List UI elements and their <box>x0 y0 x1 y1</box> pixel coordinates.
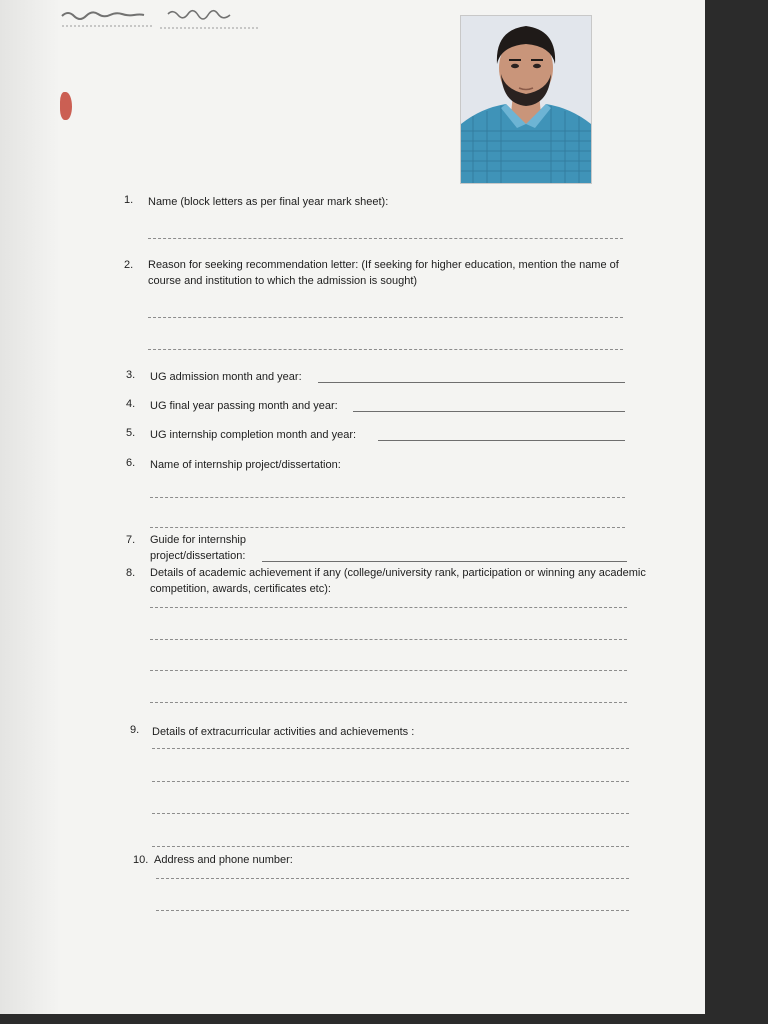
item-1-label: Name (block letters as per final year mark sheet): <box>148 196 389 208</box>
item-4-number: 4. <box>126 398 136 410</box>
item-7-blank[interactable] <box>262 561 627 562</box>
item-5-label: UG internship completion month and year: <box>150 429 357 441</box>
item-2-blank-2[interactable] <box>148 349 623 350</box>
item-10-label: Address and phone number: <box>154 854 293 866</box>
item-5-number: 5. <box>126 427 136 439</box>
passport-photo-icon <box>460 15 592 184</box>
item-8-label: Details of academic achievement if any (college/university rank, participation or winning any academic <box>150 567 646 579</box>
item-8-blank-4[interactable] <box>150 702 627 703</box>
item-7-number: 7. <box>126 534 136 546</box>
item-8-blank-2[interactable] <box>150 639 627 640</box>
item-7-label-cont: project/dissertation: <box>150 550 246 562</box>
item-1-number: 1. <box>124 194 134 206</box>
item-8-number: 8. <box>126 567 136 579</box>
item-8-blank-3[interactable] <box>150 670 627 671</box>
item-1-blank[interactable] <box>148 238 623 239</box>
item-6-blank-2[interactable] <box>150 527 625 528</box>
item-9-blank-4[interactable] <box>152 846 629 847</box>
item-2-blank-1[interactable] <box>148 317 623 318</box>
item-2-label: Reason for seeking recommendation letter: (If seeking for higher education, mention the name of <box>148 259 619 271</box>
item-9-number: 9. <box>130 724 140 736</box>
item-8-blank-1[interactable] <box>150 607 627 608</box>
item-9-blank-2[interactable] <box>152 781 629 782</box>
item-2-number: 2. <box>124 259 134 271</box>
item-6-label: Name of internship project/dissertation: <box>150 459 341 471</box>
item-4-blank[interactable] <box>353 411 625 412</box>
item-10-blank-2[interactable] <box>156 910 629 911</box>
item-8-label-cont: competition, awards, certificates etc): <box>150 583 331 595</box>
item-9-label: Details of extracurricular activities and achievements : <box>152 726 415 738</box>
item-6-number: 6. <box>126 457 136 469</box>
item-6-blank-1[interactable] <box>150 497 625 498</box>
item-2-label-cont: course and institution to which the admission is sought) <box>148 275 418 287</box>
header-scribble-icon <box>60 4 270 34</box>
red-ink-mark <box>60 92 72 120</box>
item-9-blank-3[interactable] <box>152 813 629 814</box>
item-3-number: 3. <box>126 369 136 381</box>
item-9-blank-1[interactable] <box>152 748 629 749</box>
item-4-label: UG final year passing month and year: <box>150 400 338 412</box>
item-3-blank[interactable] <box>318 382 625 383</box>
item-7-label: Guide for internship <box>150 534 246 546</box>
item-5-blank[interactable] <box>378 440 625 441</box>
item-3-label: UG admission month and year: <box>150 371 302 383</box>
paper-shadow <box>0 0 60 1014</box>
item-10-number: 10. <box>133 854 149 866</box>
item-10-blank-1[interactable] <box>156 878 629 879</box>
